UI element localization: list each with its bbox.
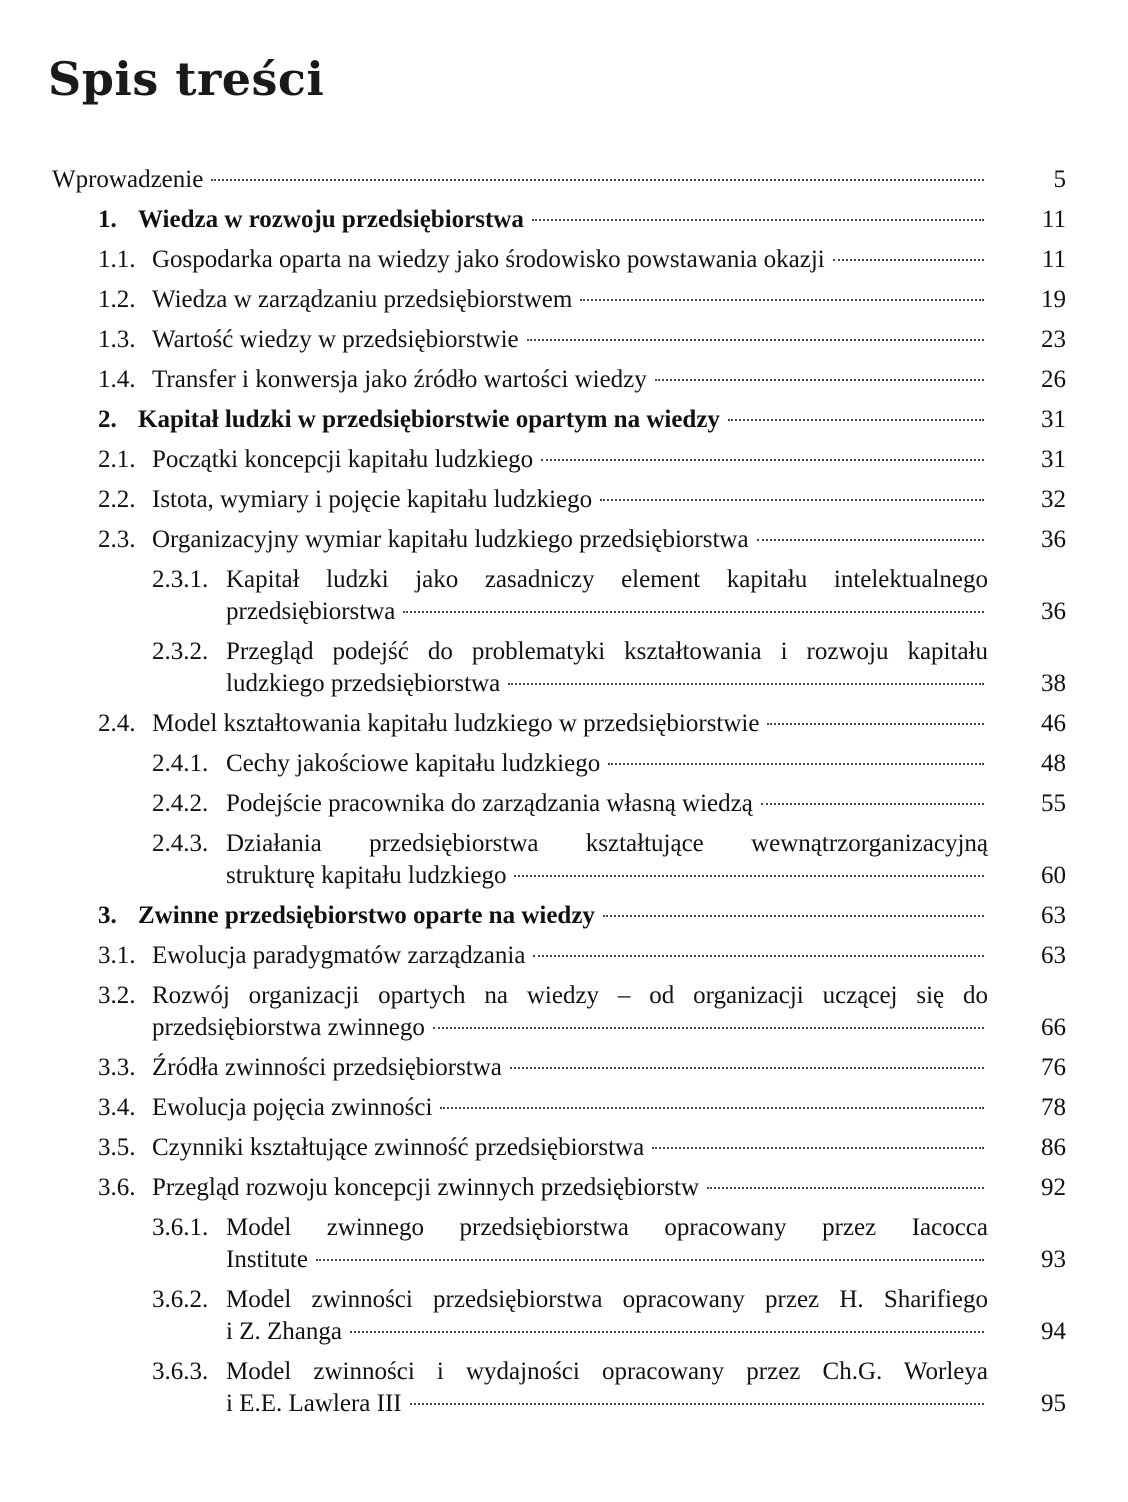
toc-entry-number: 3.6.3.: [152, 1358, 209, 1385]
toc-entry: [52, 1092, 1066, 1124]
toc-entry-page-number: 66: [1041, 1014, 1066, 1041]
table-of-contents: [52, 164, 1066, 1428]
toc-entry-page-number: 93: [1041, 1246, 1066, 1273]
toc-entry-number: 1.: [98, 206, 117, 233]
toc-entry-title-line: Kapitał ludzki jako zasadniczy element kapitału intelektualnego: [226, 566, 988, 593]
toc-entry-page-number: 19: [1041, 286, 1066, 313]
toc-entry-number: 1.1.: [98, 246, 136, 273]
toc-entry-page-number: 76: [1041, 1054, 1066, 1081]
toc-entry-page-number: 26: [1041, 366, 1066, 393]
toc-entry-title-line: Model zwinności i wydajności opracowany przez Ch.G. Worleya: [226, 1358, 988, 1385]
dot-leader: [440, 1107, 984, 1109]
dot-leader: [350, 1331, 984, 1333]
dot-leader: [580, 299, 984, 301]
toc-entry-number: 2.1.: [98, 446, 136, 473]
toc-entry: [52, 1132, 1066, 1164]
toc-entry: [52, 404, 1066, 436]
toc-entry-title: i Z. Zhanga: [226, 1318, 342, 1345]
toc-entry-page-number: 31: [1041, 406, 1066, 433]
toc-entry-page-number: 94: [1041, 1318, 1066, 1345]
dot-leader: [600, 499, 984, 501]
dot-leader: [707, 1187, 984, 1189]
toc-entry: [52, 788, 1066, 820]
toc-entry-number: 2.4.3.: [152, 830, 209, 857]
toc-entry: [52, 980, 1066, 1044]
toc-entry: [52, 324, 1066, 356]
toc-entry-number: 2.4.: [98, 710, 136, 737]
toc-entry: [52, 748, 1066, 780]
toc-entry: [52, 1172, 1066, 1204]
toc-entry: [52, 364, 1066, 396]
toc-entry-title: Model kształtowania kapitału ludzkiego w przedsiębiorstwie: [152, 710, 760, 737]
toc-entry-page-number: 36: [1041, 526, 1066, 553]
toc-entry-number: 2.4.2.: [152, 790, 209, 817]
dot-leader: [527, 339, 984, 341]
dot-leader: [761, 803, 984, 805]
dot-leader: [211, 179, 984, 181]
dot-leader: [655, 379, 984, 381]
toc-entry: [52, 1052, 1066, 1084]
toc-entry-number: 2.3.2.: [152, 638, 209, 665]
toc-entry-title-line: Rozwój organizacji opartych na wiedzy – od organizacji uczącej się do: [152, 982, 988, 1009]
toc-entry-title: przedsiębiorstwa zwinnego: [152, 1014, 425, 1041]
toc-entry-number: 2.2.: [98, 486, 136, 513]
toc-entry-title-line: Model zwinności przedsiębiorstwa opracowany przez H. Sharifiego: [226, 1286, 988, 1313]
dot-leader: [757, 539, 984, 541]
toc-entry-title: Istota, wymiary i pojęcie kapitału ludzkiego: [152, 486, 593, 513]
toc-entry-page-number: 32: [1041, 486, 1066, 513]
toc-entry-number: 1.3.: [98, 326, 136, 353]
dot-leader: [514, 875, 984, 877]
dot-leader: [510, 1067, 984, 1069]
dot-leader: [532, 219, 984, 221]
toc-entry-page-number: 55: [1041, 790, 1066, 817]
toc-entry: [52, 940, 1066, 972]
dot-leader: [652, 1147, 984, 1149]
toc-entry-number: 1.2.: [98, 286, 136, 313]
toc-entry: [52, 1212, 1066, 1276]
toc-entry-title: Początki koncepcji kapitału ludzkiego: [152, 446, 534, 473]
toc-entry-number: 3.6.1.: [152, 1214, 209, 1241]
toc-entry-title: ludzkiego przedsiębiorstwa: [226, 670, 501, 697]
dot-leader: [410, 1403, 984, 1405]
toc-entry-title: Institute: [226, 1246, 308, 1273]
toc-entry-title: przedsiębiorstwa: [226, 598, 396, 625]
toc-entry: [52, 284, 1066, 316]
toc-entry-number: 3.5.: [98, 1134, 136, 1161]
toc-entry-page-number: 36: [1041, 598, 1066, 625]
dot-leader: [508, 683, 984, 685]
toc-entry-title: Wiedza w zarządzaniu przedsiębiorstwem: [152, 286, 573, 313]
toc-entry: [52, 564, 1066, 628]
toc-entry-page-number: 63: [1041, 902, 1066, 929]
toc-entry-title: Gospodarka oparta na wiedzy jako środowisko powstawania okazji: [152, 246, 825, 273]
dot-leader: [316, 1259, 984, 1261]
toc-entry-number: 3.6.2.: [152, 1286, 209, 1313]
dot-leader: [433, 1027, 984, 1029]
toc-entry: [52, 484, 1066, 516]
toc-entry-title: Ewolucja pojęcia zwinności: [152, 1094, 433, 1121]
toc-entry-page-number: 23: [1041, 326, 1066, 353]
toc-entry: [52, 164, 1066, 196]
toc-entry-title: Organizacyjny wymiar kapitału ludzkiego przedsiębiorstwa: [152, 526, 749, 553]
toc-entry-title: i E.E. Lawlera III: [226, 1390, 402, 1417]
dot-leader: [533, 955, 984, 957]
toc-entry-title-line: Działania przedsiębiorstwa kształtujące wewnątrzorganizacyjną: [226, 830, 988, 857]
toc-entry-page-number: 48: [1041, 750, 1066, 777]
dot-leader: [403, 611, 984, 613]
toc-entry-title: Wartość wiedzy w przedsiębiorstwie: [152, 326, 519, 353]
toc-entry-title: Cechy jakościowe kapitału ludzkiego: [226, 750, 601, 777]
toc-entry-page-number: 11: [1041, 246, 1066, 273]
toc-entry-page-number: 5: [1053, 166, 1066, 193]
toc-entry: [52, 636, 1066, 700]
dot-leader: [541, 459, 984, 461]
dot-leader: [767, 723, 984, 725]
toc-entry: [52, 708, 1066, 740]
toc-entry-title: Wiedza w rozwoju przedsiębiorstwa: [138, 206, 524, 233]
toc-entry-title-line: Przegląd podejść do problematyki kształtowania i rozwoju kapitału: [226, 638, 988, 665]
toc-entry-number: 2.3.: [98, 526, 136, 553]
toc-entry-title: Źródła zwinności przedsiębiorstwa: [152, 1054, 502, 1081]
toc-entry-page-number: 11: [1041, 206, 1066, 233]
toc-entry-title: Wprowadzenie: [52, 166, 204, 193]
toc-entry-page-number: 92: [1041, 1174, 1066, 1201]
toc-entry-title: Podejście pracownika do zarządzania własną wiedzą: [226, 790, 753, 817]
toc-entry-title: Zwinne przedsiębiorstwo oparte na wiedzy: [138, 902, 595, 929]
dot-leader: [728, 419, 984, 421]
dot-leader: [608, 763, 984, 765]
toc-entry: [52, 900, 1066, 932]
toc-entry: [52, 1356, 1066, 1420]
toc-entry-number: 1.4.: [98, 366, 136, 393]
toc-entry-page-number: 86: [1041, 1134, 1066, 1161]
dot-leader: [833, 259, 984, 261]
toc-entry: [52, 204, 1066, 236]
toc-entry-number: 3.3.: [98, 1054, 136, 1081]
toc-entry-title: Transfer i konwersja jako źródło wartości wiedzy: [152, 366, 647, 393]
toc-entry-number: 3.1.: [98, 942, 136, 969]
toc-entry-title-line: Model zwinnego przedsiębiorstwa opracowany przez Iacocca: [226, 1214, 988, 1241]
toc-entry-page-number: 31: [1041, 446, 1066, 473]
toc-entry-page-number: 78: [1041, 1094, 1066, 1121]
dot-leader: [603, 915, 984, 917]
toc-entry-number: 2.: [98, 406, 117, 433]
toc-entry: [52, 524, 1066, 556]
toc-entry: [52, 828, 1066, 892]
toc-entry-title: Czynniki kształtujące zwinność przedsiębiorstwa: [152, 1134, 645, 1161]
toc-entry: [52, 444, 1066, 476]
toc-entry-title: Przegląd rozwoju koncepcji zwinnych przedsiębiorstw: [152, 1174, 700, 1201]
toc-entry-page-number: 63: [1041, 942, 1066, 969]
toc-entry-title: strukturę kapitału ludzkiego: [226, 862, 507, 889]
toc-entry: [52, 244, 1066, 276]
toc-entry-title: Ewolucja paradygmatów zarządzania: [152, 942, 526, 969]
toc-entry-number: 3.2.: [98, 982, 136, 1009]
toc-entry-page-number: 95: [1041, 1390, 1066, 1417]
toc-entry-page-number: 38: [1041, 670, 1066, 697]
toc-entry-page-number: 46: [1041, 710, 1066, 737]
toc-entry-page-number: 60: [1041, 862, 1066, 889]
toc-entry-number: 3.4.: [98, 1094, 136, 1121]
toc-entry-number: 2.4.1.: [152, 750, 209, 777]
toc-entry-title: Kapitał ludzki w przedsiębiorstwie opartym na wiedzy: [138, 406, 720, 433]
toc-entry-number: 3.: [98, 902, 117, 929]
toc-entry-number: 3.6.: [98, 1174, 136, 1201]
toc-entry: [52, 1284, 1066, 1348]
toc-entry-number: 2.3.1.: [152, 566, 209, 593]
page-title: Spis treści: [48, 52, 325, 106]
